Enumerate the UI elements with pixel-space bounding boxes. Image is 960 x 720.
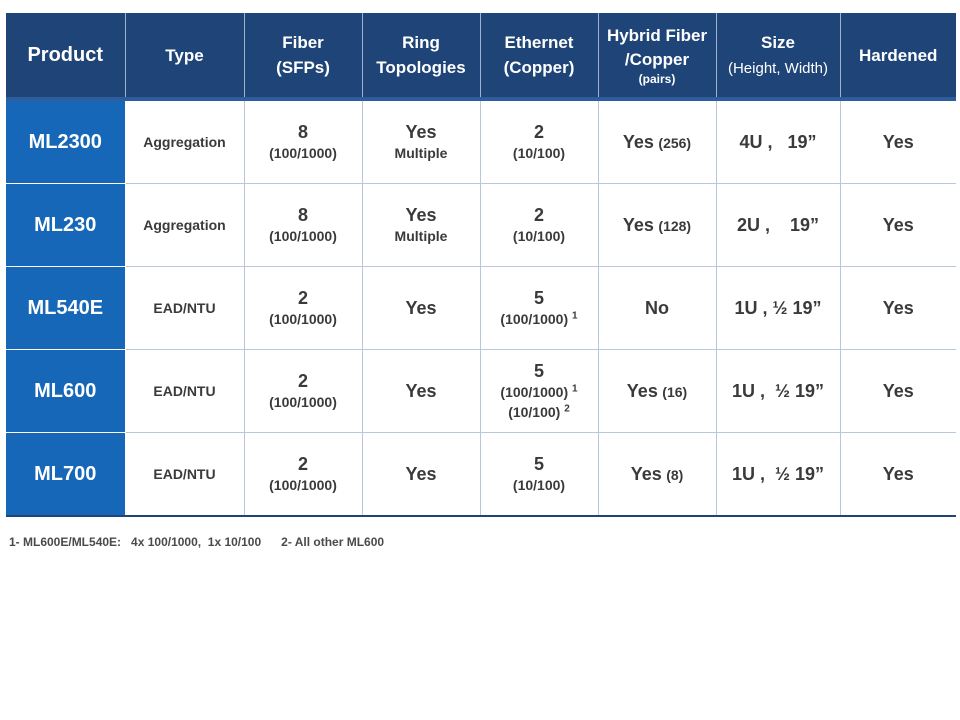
- size-value: 1U , ½ 19”: [731, 464, 825, 484]
- header-product: Product: [6, 13, 125, 99]
- fiber-count: 2: [297, 288, 308, 308]
- fiber-cell: [244, 433, 362, 516]
- type-cell: Aggregation: [125, 184, 244, 267]
- hardened-cell: [840, 99, 956, 184]
- ring-value: Yes: [405, 122, 437, 142]
- product-name: ML230: [6, 184, 125, 267]
- hybrid-pairs: (256): [658, 135, 692, 151]
- hardened-cell: [840, 267, 956, 350]
- ethernet-speed-text: (100/1000): [500, 384, 569, 400]
- ethernet-speed-text: (10/100): [512, 477, 566, 493]
- hybrid-value: Yes: [630, 464, 662, 484]
- hardened-value: Yes: [882, 298, 914, 318]
- hybrid-pairs: (16): [662, 384, 688, 400]
- header-ring-line1: Ring: [402, 33, 440, 52]
- ethernet-speed-text: (100/1000): [500, 311, 569, 327]
- header-type: Type: [125, 13, 244, 99]
- size-value: 4U , 19”: [739, 132, 817, 152]
- header-size-line1: Size: [760, 32, 796, 52]
- ethernet-count: 5: [533, 454, 544, 474]
- header-fiber-line1: Fiber: [282, 33, 324, 52]
- header-ethernet-line1: Ethernet: [504, 33, 574, 52]
- header-ethernet-line2: (Copper): [503, 58, 575, 77]
- ethernet-cell: [480, 433, 598, 516]
- product-name: ML700: [6, 433, 125, 516]
- ethernet-cell: [480, 350, 598, 433]
- ethernet-speed: [481, 475, 598, 495]
- ring-value: Yes: [405, 205, 437, 225]
- footnote-marker: 1: [572, 383, 578, 395]
- hybrid-cell: [598, 433, 716, 516]
- header-size-line2: (Height, Width): [727, 59, 829, 77]
- header-fiber-line2: (SFPs): [276, 58, 330, 77]
- table-row: [6, 184, 956, 267]
- header-hybrid-line2: /Copper: [624, 50, 690, 69]
- header-fiber: [244, 13, 362, 99]
- hardened-value: Yes: [882, 381, 914, 401]
- header-ethernet: [480, 13, 598, 99]
- fiber-cell: [244, 350, 362, 433]
- fiber-speed: (100/1000): [269, 145, 337, 161]
- size-cell: [716, 350, 840, 433]
- ethernet-cell: [480, 267, 598, 350]
- hybrid-value: Yes: [626, 381, 658, 401]
- footnote-marker: 2: [564, 403, 570, 415]
- ethernet-count: 2: [533, 205, 544, 225]
- type-cell: EAD/NTU: [125, 267, 244, 350]
- hardened-cell: [840, 433, 956, 516]
- ethernet-speed-text: (10/100): [512, 228, 566, 244]
- ethernet-speed-text: (10/100): [512, 145, 566, 161]
- type-cell: Aggregation: [125, 99, 244, 184]
- ethernet-cell: [480, 184, 598, 267]
- ethernet-speed-text: (10/100): [508, 404, 561, 420]
- ethernet-cell: [480, 99, 598, 184]
- fiber-cell: [244, 99, 362, 184]
- table-row: [6, 267, 956, 350]
- product-name: ML600: [6, 350, 125, 433]
- hardened-cell: [840, 350, 956, 433]
- hybrid-value: Yes: [622, 215, 654, 235]
- hybrid-pairs: (128): [658, 218, 692, 234]
- fiber-count: 8: [297, 205, 308, 225]
- header-hybrid-line3: (pairs): [638, 72, 676, 86]
- ring-cell: [362, 433, 480, 516]
- fiber-cell: [244, 184, 362, 267]
- product-comparison-table: [6, 13, 956, 515]
- product-name: ML2300: [6, 99, 125, 184]
- ethernet-speed: [481, 382, 598, 402]
- hybrid-cell: [598, 184, 716, 267]
- ethernet-speed: [481, 226, 598, 246]
- ethernet-speed: [481, 309, 598, 329]
- hardened-value: Yes: [882, 464, 914, 484]
- ethernet-speed: [481, 143, 598, 163]
- ring-cell: [362, 267, 480, 350]
- header-hardened: Hardened: [840, 13, 956, 99]
- table-row: [6, 99, 956, 184]
- hybrid-value: No: [645, 298, 669, 318]
- header-row: [6, 13, 956, 99]
- fiber-count: 8: [297, 122, 308, 142]
- hybrid-cell: [598, 350, 716, 433]
- ring-cell: [362, 99, 480, 184]
- ethernet-count: 5: [533, 288, 544, 308]
- hardened-cell: [840, 184, 956, 267]
- size-cell: [716, 99, 840, 184]
- fiber-cell: [244, 267, 362, 350]
- ring-value: Yes: [405, 298, 437, 318]
- header-hybrid-line1: Hybrid Fiber: [606, 26, 708, 45]
- fiber-count: 2: [297, 371, 308, 391]
- fiber-speed: (100/1000): [269, 311, 337, 327]
- fiber-count: 2: [297, 454, 308, 474]
- table-row: [6, 350, 956, 433]
- hybrid-pairs: (8): [666, 467, 684, 483]
- size-cell: [716, 433, 840, 516]
- ethernet-count: 5: [533, 361, 544, 381]
- type-cell: EAD/NTU: [125, 350, 244, 433]
- ethernet-count: 2: [533, 122, 544, 142]
- header-ring: [362, 13, 480, 99]
- ring-cell: [362, 350, 480, 433]
- footnote: 1- ML600E/ML540E: 4x 100/1000, 1x 10/100 2- All other ML600: [9, 535, 385, 549]
- header-ring-line2: Topologies: [376, 58, 466, 77]
- footnote-marker: 1: [572, 310, 578, 322]
- ring-detail: Multiple: [394, 145, 448, 161]
- type-cell: EAD/NTU: [125, 433, 244, 516]
- ethernet-speed: [481, 402, 598, 422]
- ring-value: Yes: [405, 381, 437, 401]
- table-row: [6, 433, 956, 516]
- hardened-value: Yes: [882, 215, 914, 235]
- fiber-speed: (100/1000): [269, 477, 337, 493]
- hybrid-cell: [598, 99, 716, 184]
- product-name: ML540E: [6, 267, 125, 350]
- hybrid-cell: [598, 267, 716, 350]
- fiber-speed: (100/1000): [269, 394, 337, 410]
- header-size: [716, 13, 840, 99]
- size-value: 1U , ½ 19”: [731, 381, 825, 401]
- ring-cell: [362, 184, 480, 267]
- size-cell: [716, 267, 840, 350]
- ring-value: Yes: [405, 464, 437, 484]
- ring-detail: Multiple: [394, 228, 448, 244]
- size-value: 2U , 19”: [736, 215, 820, 235]
- hybrid-value: Yes: [622, 132, 654, 152]
- header-hybrid: [598, 13, 716, 99]
- fiber-speed: (100/1000): [269, 228, 337, 244]
- size-value: 1U , ½ 19”: [734, 298, 822, 318]
- hardened-value: Yes: [882, 132, 914, 152]
- size-cell: [716, 184, 840, 267]
